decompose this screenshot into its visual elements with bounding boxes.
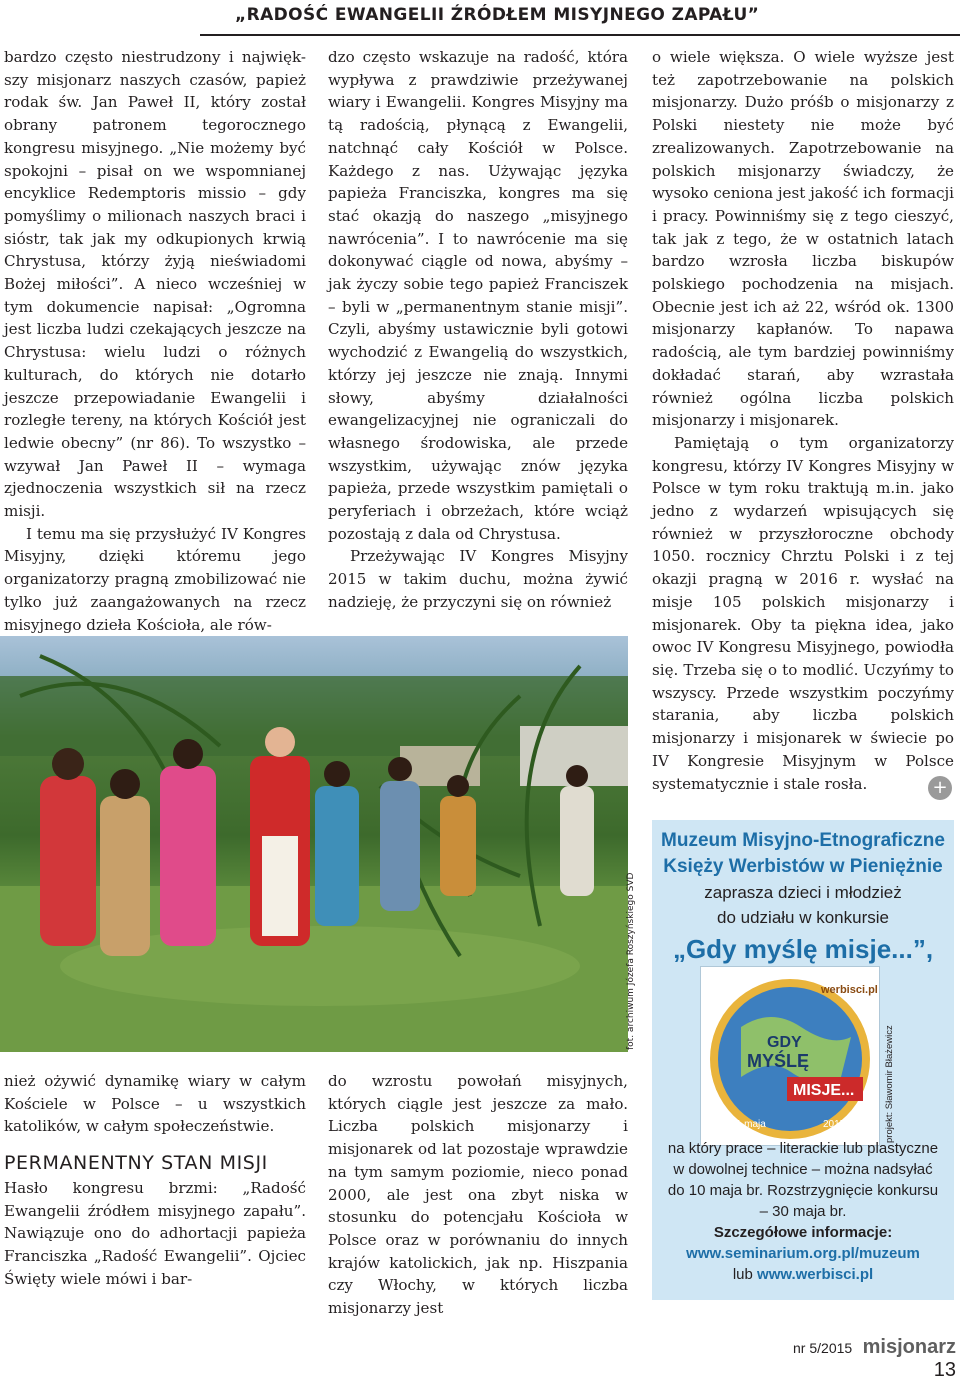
invite-line: zaprasza dzieci i młodzież: [704, 883, 902, 902]
paragraph: nież ożywić dynamikę wiary w całym Kościele w Polsce – u wszystkich katolików, w całym społeczeństwie.: [4, 1072, 306, 1136]
procession-photo-illustration: [0, 636, 628, 1052]
section-heading: PERMANENTNY STAN MISJI: [4, 1152, 268, 1175]
poster-site: werbisci.pl: [821, 984, 878, 996]
paragraph: bardzo często niestrudzony i najwięk-szy misjonarz naszych czasów, papież rodak św. Jan Paweł II, który został obrany patronem tegorocznego kongresu misyjnego. „Nie możemy być spokojni – pisał on we wspomnianej encyklice Redemptoris missio – gdy pomyślimy o milionach naszych braci i sióstr, tak jak my odkupionych krwią Chrystusa, którzy żyją nieświadomi Bożej miłości”. A nieco wcześniej w tym dokumencie napisał: „Ogromna jest liczba ludzi czekających jeszcze na Chrystusa: wielu ludzi o różnych kulturach, do których nie dotarło jeszcze przepowiadanie Ewangelii i rozległe tereny, na których Kościół jest ledwie obecny” (nr 86). To wszystko – wzywał Jan Paweł II – wymaga zjednoczenia wszystkich sił na rzecz misji.: [4, 48, 306, 521]
or-text: lub: [732, 1266, 753, 1283]
info-label: Szczegółowe informacje:: [713, 1224, 893, 1241]
paragraph: dzo często wskazuje na radość, która wypływa z prawdziwie przeżywanej wiary i Ewangelii. Kongres Misyjny ma tą radością, płynącą z Ewangelii, natchnąć cały Kościół w Polsce. Każdego z nas. Używając języka papieża Franciszka, kongres ma się stać okazją do naszego „misyjnego nawrócenia”. I to nawrócenie ma się dokonywać ciągle od nowa, abyśmy – jak życzy sobie tego papież Franciszek – byli w „permanentnym stanie misji”. Czyli, abyśmy ustawicznie byli gotowi wychodzić z Ewangelią do wszystkich, którzy jej jeszcze nie znają. Innymi słowy, abyśmy działalności ewangelizacyjnej nie ograniczali do własnego środowiska, ale przede wszystkim, używając znów języka papieża, przede wszystkim pamiętali o peryferiach i obrzeżach, które wciąż pozostają z dala od Chrystusa.: [328, 48, 628, 543]
contest-rules: na który prace – literackie lub plastyczne w dowolnej technice – można nadsyłać do 10 maja br. Rozstrzygnięcie konkursu – 30 maja br.: [667, 1140, 939, 1220]
poster-word: GDY: [767, 1034, 802, 1051]
museum-title: Muzeum Misyjno-Etnograficzne Księży Werbistów w Pieniężnie: [661, 830, 945, 877]
paragraph: do wzrostu powołań misyjnych, których ciągle jest jeszcze za mało. Liczba polskich misjonarzy i misjonarek od lat pozostaje wprawdzie na tym samym poziomie, nieco ponad 2000, ale jest ona zbyt niska w stosunku do potencjału Kościoła w Polsce oraz w porównaniu do innych krajów katolickich, jak np. Hiszpania czy Włochy, w których liczba misjonarzy jest: [328, 1072, 628, 1318]
article-column-2: [328, 46, 628, 614]
page-footer: [760, 1336, 956, 1381]
article-column-5: [328, 1070, 628, 1320]
contest-title: „Gdy myślę misje...”,: [672, 934, 934, 964]
contest-announcement-box: [652, 820, 954, 1300]
paragraph: Pamiętają o tym organizatorzy kongresu, którzy IV Kongres Misyjny w Polsce w tym roku traktują m.in. jako jedno z wydarzeń wpisujących się również w przyszłoroczne obchody 1050. rocznicy Chrztu Polski i z tej okazji pragną w 2016 r. wysłać na misje 105 polskich misjonarzy i misjonarek. Oby ta piękna idea, jako owoc IV Kongresu Misyjnego, powiodła się. Trzeba się o to modlić. Uczyńmy to wszyscy. Przede wszystkim poczyńmy starania, aby liczba polskich misjonarzy i misjonarek w świecie po IV Kongresie Misyjnym w Polsce systematycznie i stale rosła.: [652, 433, 954, 793]
contest-details: [652, 1138, 954, 1285]
contest-poster: [700, 966, 880, 1146]
magazine-name: misjonarz: [862, 1336, 956, 1358]
article-column-4: [4, 1070, 306, 1290]
article-column-3: [652, 46, 954, 795]
poster-credit: projekt: Sławomir Błażewicz: [884, 1025, 895, 1143]
running-header-title: „RADOŚĆ EWANGELII ŹRÓDŁEM MISYJNEGO ZAPAŁU”: [235, 5, 760, 25]
paragraph: Przeżywając IV Kongres Misyjny 2015 w takim duchu, można żywić nadzieję, że przyczyni się on również: [328, 547, 628, 611]
globe-poster-graphic: [701, 967, 879, 1145]
poster-year: 2015: [823, 1119, 846, 1130]
photo-credit: fot. archiwum Józefa Roszyńskiego SVD: [626, 872, 636, 1050]
poster-word: MYŚLĘ: [747, 1051, 810, 1071]
paragraph: Hasło kongresu brzmi: „Radość Ewangelii źródłem misyjnego zapału”. Nawiązuje ono do adhortacji papieża Franciszka „Radość Ewangelii”. Ojciec Święty wiele mówi i bar-: [4, 1178, 306, 1288]
paragraph: I temu ma się przysłużyć IV Kongres Misyjny, dzięki któremu jego organizatorzy pragną zmobilizować nie tylko już zaangażowanych na rzecz misyjnego dzieła Kościoła, ale rów-: [4, 524, 306, 634]
invite-line: do udziału w konkursie: [717, 908, 889, 927]
werbisci-link[interactable]: www.werbisci.pl: [757, 1266, 874, 1283]
running-header: [200, 0, 960, 36]
article-column-1: [4, 46, 306, 636]
issue-number: nr 5/2015: [793, 1340, 853, 1356]
paragraph: o wiele większa. O wiele wyższe jest też zapotrzebowanie na polskich misjonarzy. Dużo próśb o misjonarzy z Polski niestety nie może być zrealizowanych. Zapotrzebowanie na polskich misjonarzy świadczy, że wysoko ceniona jest jakość ich formacji i pracy. Powinniśmy się z tego cieszyć, tak jak z tego, że w ostatnich latach bardzo wzrosła liczba biskupów polskiego pochodzenia na misjach. Obecnie jest ich aż 22, wśród ok. 1300 misjonarzy kapłanów. To napawa radością, ale tym bardziej powinniśmy dokładać starań, aby wzrastała również ogólna liczba polskich misjonarzy i misjonarek.: [652, 48, 954, 430]
poster-date: 11 maja: [731, 1119, 766, 1130]
url-line: [652, 1264, 954, 1285]
museum-link[interactable]: www.seminarium.org.pl/muzeum: [686, 1245, 920, 1262]
end-of-article-icon: +: [928, 776, 952, 800]
poster-word: MISJE...: [793, 1082, 855, 1099]
page-number: 13: [933, 1359, 956, 1381]
procession-photo: [0, 636, 628, 1052]
